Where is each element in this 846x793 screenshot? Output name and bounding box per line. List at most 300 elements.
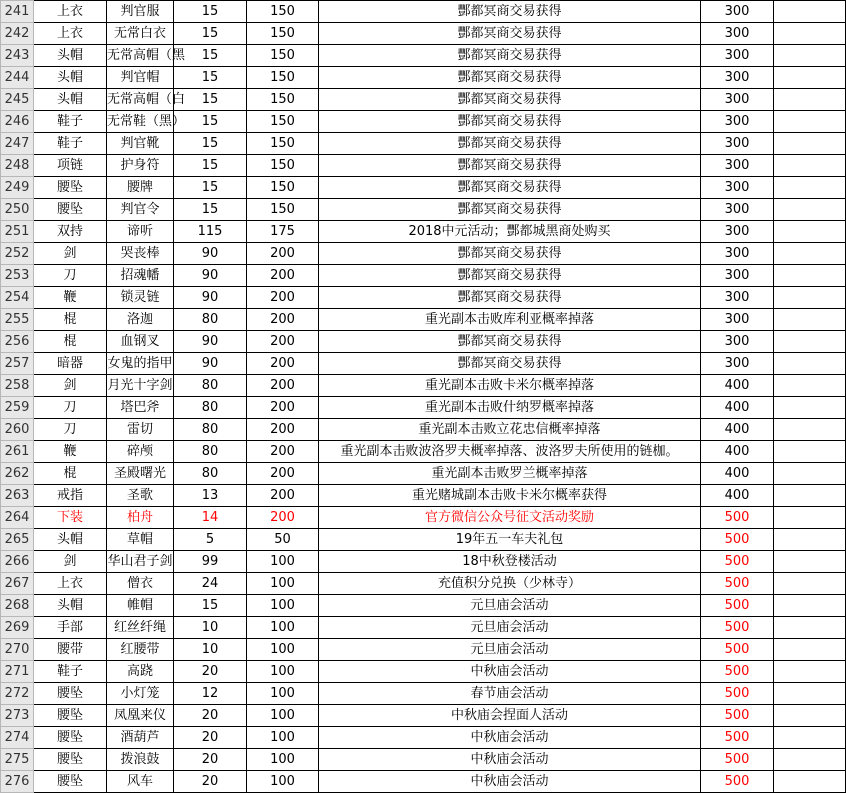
type-cell[interactable]: 剑	[34, 375, 107, 397]
level-cell[interactable]: 20	[174, 727, 247, 749]
level-cell[interactable]: 80	[174, 397, 247, 419]
type-cell[interactable]: 暗器	[34, 353, 107, 375]
level-cell[interactable]: 20	[174, 771, 247, 793]
type-cell[interactable]: 腰坠	[34, 727, 107, 749]
type-cell[interactable]: 腰坠	[34, 771, 107, 793]
empty-cell[interactable]	[774, 23, 846, 45]
table-row	[1, 133, 846, 155]
type-cell[interactable]: 鞋子	[34, 133, 107, 155]
source-cell[interactable]: 酆都冥商交易获得	[319, 1, 701, 23]
value-cell[interactable]: 100	[247, 551, 319, 573]
level-cell[interactable]: 90	[174, 243, 247, 265]
name-cell[interactable]: 无常高帽（白	[107, 89, 174, 111]
empty-cell[interactable]	[774, 617, 846, 639]
type-cell[interactable]: 棍	[34, 309, 107, 331]
name-cell[interactable]: 拨浪鼓	[107, 749, 174, 771]
empty-cell[interactable]	[774, 463, 846, 485]
source-cell[interactable]: 充值积分兑换（少林寺）	[319, 573, 701, 595]
empty-cell[interactable]	[774, 573, 846, 595]
type-cell[interactable]: 剑	[34, 243, 107, 265]
value-cell[interactable]: 200	[247, 375, 319, 397]
value-cell[interactable]: 200	[247, 397, 319, 419]
type-cell[interactable]: 棍	[34, 463, 107, 485]
level-cell[interactable]: 20	[174, 749, 247, 771]
type-cell[interactable]: 项链	[34, 155, 107, 177]
source-cell[interactable]: 酆都冥商交易获得	[319, 243, 701, 265]
level-cell[interactable]: 15	[174, 89, 247, 111]
value-cell[interactable]: 150	[247, 111, 319, 133]
row-number-cell[interactable]: 248	[1, 155, 34, 177]
empty-cell[interactable]	[774, 485, 846, 507]
empty-cell[interactable]	[774, 639, 846, 661]
table-row	[1, 683, 846, 705]
level-cell[interactable]: 15	[174, 199, 247, 221]
empty-cell[interactable]	[774, 749, 846, 771]
value-cell[interactable]: 200	[247, 331, 319, 353]
price-cell[interactable]: 300	[701, 287, 774, 309]
empty-cell[interactable]	[774, 595, 846, 617]
price-cell[interactable]: 500	[701, 705, 774, 727]
source-cell[interactable]: 元旦庙会活动	[319, 617, 701, 639]
source-cell[interactable]: 酆都冥商交易获得	[319, 23, 701, 45]
type-cell[interactable]: 刀	[34, 419, 107, 441]
row-number-cell[interactable]: 266	[1, 551, 34, 573]
row-number-cell[interactable]: 268	[1, 595, 34, 617]
type-cell[interactable]: 双持	[34, 221, 107, 243]
empty-cell[interactable]	[774, 683, 846, 705]
name-cell[interactable]: 判官帽	[107, 67, 174, 89]
row-number-cell[interactable]: 241	[1, 1, 34, 23]
price-cell[interactable]: 400	[701, 485, 774, 507]
source-cell[interactable]: 酆都冥商交易获得	[319, 155, 701, 177]
price-cell[interactable]: 300	[701, 23, 774, 45]
name-cell[interactable]: 小灯笼	[107, 683, 174, 705]
value-cell[interactable]: 150	[247, 155, 319, 177]
value-cell[interactable]: 100	[247, 705, 319, 727]
empty-cell[interactable]	[774, 727, 846, 749]
row-number-cell[interactable]: 272	[1, 683, 34, 705]
level-cell[interactable]: 115	[174, 221, 247, 243]
name-cell[interactable]: 草帽	[107, 529, 174, 551]
name-cell[interactable]: 凤凰来仪	[107, 705, 174, 727]
name-cell[interactable]: 僧衣	[107, 573, 174, 595]
level-cell[interactable]: 12	[174, 683, 247, 705]
price-cell[interactable]: 300	[701, 155, 774, 177]
level-cell[interactable]: 15	[174, 177, 247, 199]
source-cell[interactable]: 重光副本击败波洛罗夫概率掉落、波洛罗夫所使用的链枷。	[319, 441, 701, 463]
value-cell[interactable]: 200	[247, 463, 319, 485]
empty-cell[interactable]	[774, 551, 846, 573]
price-cell[interactable]: 500	[701, 573, 774, 595]
row-number-cell[interactable]: 264	[1, 507, 34, 529]
source-cell[interactable]: 元旦庙会活动	[319, 639, 701, 661]
price-cell[interactable]: 300	[701, 309, 774, 331]
row-number-cell[interactable]: 260	[1, 419, 34, 441]
level-cell[interactable]: 90	[174, 265, 247, 287]
source-cell[interactable]: 酆都冥商交易获得	[319, 199, 701, 221]
row-number-cell[interactable]: 254	[1, 287, 34, 309]
row-number-cell[interactable]: 263	[1, 485, 34, 507]
empty-cell[interactable]	[774, 45, 846, 67]
price-cell[interactable]: 300	[701, 177, 774, 199]
empty-cell[interactable]	[774, 133, 846, 155]
table-row	[1, 551, 846, 573]
value-cell[interactable]: 200	[247, 309, 319, 331]
value-cell[interactable]: 150	[247, 23, 319, 45]
level-cell[interactable]: 24	[174, 573, 247, 595]
table-row	[1, 177, 846, 199]
type-cell[interactable]: 下装	[34, 507, 107, 529]
row-number-cell[interactable]: 265	[1, 529, 34, 551]
source-cell[interactable]: 中秋庙会活动	[319, 727, 701, 749]
source-cell[interactable]: 18中秋登楼活动	[319, 551, 701, 573]
level-cell[interactable]: 90	[174, 353, 247, 375]
name-cell[interactable]: 判官令	[107, 199, 174, 221]
table-row	[1, 1, 846, 23]
name-cell[interactable]: 血钢叉	[107, 331, 174, 353]
value-cell[interactable]: 100	[247, 771, 319, 793]
name-cell[interactable]: 谛听	[107, 221, 174, 243]
row-number-cell[interactable]: 276	[1, 771, 34, 793]
name-cell[interactable]: 碎颅	[107, 441, 174, 463]
empty-cell[interactable]	[774, 375, 846, 397]
empty-cell[interactable]	[774, 199, 846, 221]
value-cell[interactable]: 100	[247, 639, 319, 661]
empty-cell[interactable]	[774, 309, 846, 331]
name-cell[interactable]: 雷切	[107, 419, 174, 441]
type-cell[interactable]: 鞭	[34, 441, 107, 463]
price-cell[interactable]: 500	[701, 551, 774, 573]
source-cell[interactable]: 重光副本击败什纳罗概率掉落	[319, 397, 701, 419]
price-cell[interactable]: 300	[701, 111, 774, 133]
row-number-cell[interactable]: 252	[1, 243, 34, 265]
type-cell[interactable]: 腰坠	[34, 683, 107, 705]
value-cell[interactable]: 150	[247, 45, 319, 67]
price-cell[interactable]: 400	[701, 419, 774, 441]
price-cell[interactable]: 300	[701, 265, 774, 287]
price-cell[interactable]: 500	[701, 749, 774, 771]
empty-cell[interactable]	[774, 419, 846, 441]
empty-cell[interactable]	[774, 177, 846, 199]
value-cell[interactable]: 200	[247, 485, 319, 507]
row-number-cell[interactable]: 243	[1, 45, 34, 67]
price-cell[interactable]: 300	[701, 133, 774, 155]
source-cell[interactable]: 酆都冥商交易获得	[319, 111, 701, 133]
value-cell[interactable]: 200	[247, 507, 319, 529]
row-number-cell[interactable]: 247	[1, 133, 34, 155]
value-cell[interactable]: 150	[247, 133, 319, 155]
type-cell[interactable]: 头帽	[34, 45, 107, 67]
name-cell[interactable]: 红腰带	[107, 639, 174, 661]
name-cell[interactable]: 酒葫芦	[107, 727, 174, 749]
empty-cell[interactable]	[774, 397, 846, 419]
type-cell[interactable]: 剑	[34, 551, 107, 573]
value-cell[interactable]: 200	[247, 419, 319, 441]
table-row	[1, 375, 846, 397]
level-cell[interactable]: 10	[174, 617, 247, 639]
source-cell[interactable]: 酆都冥商交易获得	[319, 45, 701, 67]
source-cell[interactable]: 酆都冥商交易获得	[319, 353, 701, 375]
value-cell[interactable]: 150	[247, 89, 319, 111]
value-cell[interactable]: 150	[247, 177, 319, 199]
level-cell[interactable]: 20	[174, 661, 247, 683]
value-cell[interactable]: 100	[247, 595, 319, 617]
row-number-cell[interactable]: 258	[1, 375, 34, 397]
source-cell[interactable]: 重光赌城副本击败卡米尔概率获得	[319, 485, 701, 507]
source-cell[interactable]: 中秋庙会活动	[319, 749, 701, 771]
type-cell[interactable]: 腰坠	[34, 705, 107, 727]
name-cell[interactable]: 圣歌	[107, 485, 174, 507]
price-cell[interactable]: 500	[701, 617, 774, 639]
price-cell[interactable]: 300	[701, 1, 774, 23]
empty-cell[interactable]	[774, 89, 846, 111]
row-number-cell[interactable]: 249	[1, 177, 34, 199]
price-cell[interactable]: 300	[701, 67, 774, 89]
row-number-cell[interactable]: 275	[1, 749, 34, 771]
value-cell[interactable]: 100	[247, 661, 319, 683]
source-cell[interactable]: 酆都冥商交易获得	[319, 133, 701, 155]
type-cell[interactable]: 头帽	[34, 89, 107, 111]
name-cell[interactable]: 月光十字剑	[107, 375, 174, 397]
source-cell[interactable]: 酆都冥商交易获得	[319, 89, 701, 111]
empty-cell[interactable]	[774, 243, 846, 265]
source-cell[interactable]: 重光副本击败立花忠信概率掉落	[319, 419, 701, 441]
price-cell[interactable]: 300	[701, 45, 774, 67]
name-cell[interactable]: 腰牌	[107, 177, 174, 199]
price-cell[interactable]: 500	[701, 639, 774, 661]
name-cell[interactable]: 圣殿曙光	[107, 463, 174, 485]
level-cell[interactable]: 15	[174, 595, 247, 617]
level-cell[interactable]: 80	[174, 419, 247, 441]
row-number-cell[interactable]: 245	[1, 89, 34, 111]
price-cell[interactable]: 400	[701, 463, 774, 485]
type-cell[interactable]: 手部	[34, 617, 107, 639]
price-cell[interactable]: 500	[701, 661, 774, 683]
row-number-cell[interactable]: 257	[1, 353, 34, 375]
type-cell[interactable]: 棍	[34, 331, 107, 353]
level-cell[interactable]: 15	[174, 133, 247, 155]
level-cell[interactable]: 5	[174, 529, 247, 551]
value-cell[interactable]: 100	[247, 683, 319, 705]
level-cell[interactable]: 15	[174, 111, 247, 133]
value-cell[interactable]: 150	[247, 199, 319, 221]
name-cell[interactable]: 无常高帽（黑	[107, 45, 174, 67]
name-cell[interactable]: 洛迦	[107, 309, 174, 331]
type-cell[interactable]: 腰坠	[34, 177, 107, 199]
price-cell[interactable]: 300	[701, 243, 774, 265]
empty-cell[interactable]	[774, 265, 846, 287]
level-cell[interactable]: 10	[174, 639, 247, 661]
value-cell[interactable]: 150	[247, 67, 319, 89]
value-cell[interactable]: 100	[247, 573, 319, 595]
table-row	[1, 23, 846, 45]
name-cell[interactable]: 风车	[107, 771, 174, 793]
price-cell[interactable]: 400	[701, 397, 774, 419]
row-number-cell[interactable]: 269	[1, 617, 34, 639]
price-cell[interactable]: 300	[701, 353, 774, 375]
empty-cell[interactable]	[774, 705, 846, 727]
source-cell[interactable]: 重光副本击败卡米尔概率掉落	[319, 375, 701, 397]
name-cell[interactable]: 塔巴斧	[107, 397, 174, 419]
level-cell[interactable]: 15	[174, 23, 247, 45]
empty-cell[interactable]	[774, 507, 846, 529]
type-cell[interactable]: 上衣	[34, 1, 107, 23]
level-cell[interactable]: 90	[174, 287, 247, 309]
value-cell[interactable]: 175	[247, 221, 319, 243]
row-number-cell[interactable]: 261	[1, 441, 34, 463]
level-cell[interactable]: 15	[174, 155, 247, 177]
level-cell[interactable]: 20	[174, 705, 247, 727]
row-number-cell[interactable]: 267	[1, 573, 34, 595]
type-cell[interactable]: 刀	[34, 265, 107, 287]
type-cell[interactable]: 上衣	[34, 23, 107, 45]
source-cell[interactable]: 酆都冥商交易获得	[319, 177, 701, 199]
price-cell[interactable]: 500	[701, 529, 774, 551]
name-cell[interactable]: 无常鞋（黑）	[107, 111, 174, 133]
row-number-cell[interactable]: 273	[1, 705, 34, 727]
table-row	[1, 67, 846, 89]
source-cell[interactable]: 重光副本击败罗兰概率掉落	[319, 463, 701, 485]
source-cell[interactable]: 19年五一车夫礼包	[319, 529, 701, 551]
row-number-cell[interactable]: 253	[1, 265, 34, 287]
price-cell[interactable]: 300	[701, 89, 774, 111]
empty-cell[interactable]	[774, 331, 846, 353]
level-cell[interactable]: 14	[174, 507, 247, 529]
row-number-cell[interactable]: 246	[1, 111, 34, 133]
table-row	[1, 441, 846, 463]
row-number-cell[interactable]: 250	[1, 199, 34, 221]
name-cell[interactable]: 帷帽	[107, 595, 174, 617]
name-cell[interactable]: 锁灵链	[107, 287, 174, 309]
row-number-cell[interactable]: 270	[1, 639, 34, 661]
empty-cell[interactable]	[774, 771, 846, 793]
name-cell[interactable]: 华山君子剑	[107, 551, 174, 573]
row-number-cell[interactable]: 262	[1, 463, 34, 485]
source-cell[interactable]: 重光副本击败库利亚概率掉落	[319, 309, 701, 331]
source-cell[interactable]: 2018中元活动；酆都城黑商处购买	[319, 221, 701, 243]
price-cell[interactable]: 400	[701, 375, 774, 397]
row-number-cell[interactable]: 256	[1, 331, 34, 353]
empty-cell[interactable]	[774, 155, 846, 177]
type-cell[interactable]: 戒指	[34, 485, 107, 507]
type-cell[interactable]: 上衣	[34, 573, 107, 595]
level-cell[interactable]: 80	[174, 463, 247, 485]
row-number-cell[interactable]: 259	[1, 397, 34, 419]
row-number-cell[interactable]: 274	[1, 727, 34, 749]
price-cell[interactable]: 500	[701, 727, 774, 749]
value-cell[interactable]: 200	[247, 441, 319, 463]
type-cell[interactable]: 头帽	[34, 595, 107, 617]
source-cell[interactable]: 酆都冥商交易获得	[319, 331, 701, 353]
type-cell[interactable]: 腰坠	[34, 199, 107, 221]
level-cell[interactable]: 80	[174, 375, 247, 397]
name-cell[interactable]: 判官服	[107, 1, 174, 23]
type-cell[interactable]: 头帽	[34, 67, 107, 89]
level-cell[interactable]: 15	[174, 67, 247, 89]
level-cell[interactable]: 80	[174, 309, 247, 331]
value-cell[interactable]: 50	[247, 529, 319, 551]
empty-cell[interactable]	[774, 67, 846, 89]
empty-cell[interactable]	[774, 661, 846, 683]
value-cell[interactable]: 200	[247, 265, 319, 287]
type-cell[interactable]: 鞋子	[34, 111, 107, 133]
row-number-cell[interactable]: 271	[1, 661, 34, 683]
price-cell[interactable]: 300	[701, 199, 774, 221]
empty-cell[interactable]	[774, 353, 846, 375]
source-cell[interactable]: 酆都冥商交易获得	[319, 265, 701, 287]
source-cell[interactable]: 春节庙会活动	[319, 683, 701, 705]
value-cell[interactable]: 100	[247, 727, 319, 749]
value-cell[interactable]: 150	[247, 1, 319, 23]
table-row	[1, 309, 846, 331]
row-number-cell[interactable]: 255	[1, 309, 34, 331]
name-cell[interactable]: 护身符	[107, 155, 174, 177]
value-cell[interactable]: 100	[247, 617, 319, 639]
source-cell[interactable]: 中秋庙会活动	[319, 661, 701, 683]
type-cell[interactable]: 刀	[34, 397, 107, 419]
name-cell[interactable]: 判官靴	[107, 133, 174, 155]
empty-cell[interactable]	[774, 529, 846, 551]
source-cell[interactable]: 中秋庙会活动	[319, 771, 701, 793]
price-cell[interactable]: 500	[701, 683, 774, 705]
source-cell[interactable]: 中秋庙会捏面人活动	[319, 705, 701, 727]
empty-cell[interactable]	[774, 287, 846, 309]
row-number-cell[interactable]: 251	[1, 221, 34, 243]
empty-cell[interactable]	[774, 111, 846, 133]
price-cell[interactable]: 500	[701, 595, 774, 617]
price-cell[interactable]: 300	[701, 221, 774, 243]
source-cell[interactable]: 酆都冥商交易获得	[319, 287, 701, 309]
level-cell[interactable]: 80	[174, 441, 247, 463]
source-cell[interactable]: 酆都冥商交易获得	[319, 67, 701, 89]
value-cell[interactable]: 100	[247, 749, 319, 771]
type-cell[interactable]: 头帽	[34, 529, 107, 551]
type-cell[interactable]: 鞭	[34, 287, 107, 309]
name-cell[interactable]: 高跷	[107, 661, 174, 683]
name-cell[interactable]: 柏舟	[107, 507, 174, 529]
row-number-cell[interactable]: 242	[1, 23, 34, 45]
source-cell[interactable]: 元旦庙会活动	[319, 595, 701, 617]
price-cell[interactable]: 500	[701, 507, 774, 529]
empty-cell[interactable]	[774, 221, 846, 243]
table-row	[1, 419, 846, 441]
name-cell[interactable]: 红丝纤绳	[107, 617, 174, 639]
level-cell[interactable]: 99	[174, 551, 247, 573]
name-cell[interactable]: 招魂幡	[107, 265, 174, 287]
level-cell[interactable]: 15	[174, 45, 247, 67]
value-cell[interactable]: 200	[247, 287, 319, 309]
value-cell[interactable]: 200	[247, 353, 319, 375]
type-cell[interactable]: 腰坠	[34, 749, 107, 771]
level-cell[interactable]: 13	[174, 485, 247, 507]
level-cell[interactable]: 90	[174, 331, 247, 353]
row-number-cell[interactable]: 244	[1, 67, 34, 89]
table-row	[1, 639, 846, 661]
price-cell[interactable]: 300	[701, 331, 774, 353]
level-cell[interactable]: 15	[174, 1, 247, 23]
value-cell[interactable]: 200	[247, 243, 319, 265]
type-cell[interactable]: 鞋子	[34, 661, 107, 683]
name-cell[interactable]: 哭丧棒	[107, 243, 174, 265]
name-cell[interactable]: 女鬼的指甲	[107, 353, 174, 375]
price-cell[interactable]: 400	[701, 441, 774, 463]
empty-cell[interactable]	[774, 1, 846, 23]
name-cell[interactable]: 无常白衣	[107, 23, 174, 45]
type-cell[interactable]: 腰带	[34, 639, 107, 661]
source-cell[interactable]: 官方微信公众号征文活动奖励	[319, 507, 701, 529]
price-cell[interactable]: 500	[701, 771, 774, 793]
empty-cell[interactable]	[774, 441, 846, 463]
